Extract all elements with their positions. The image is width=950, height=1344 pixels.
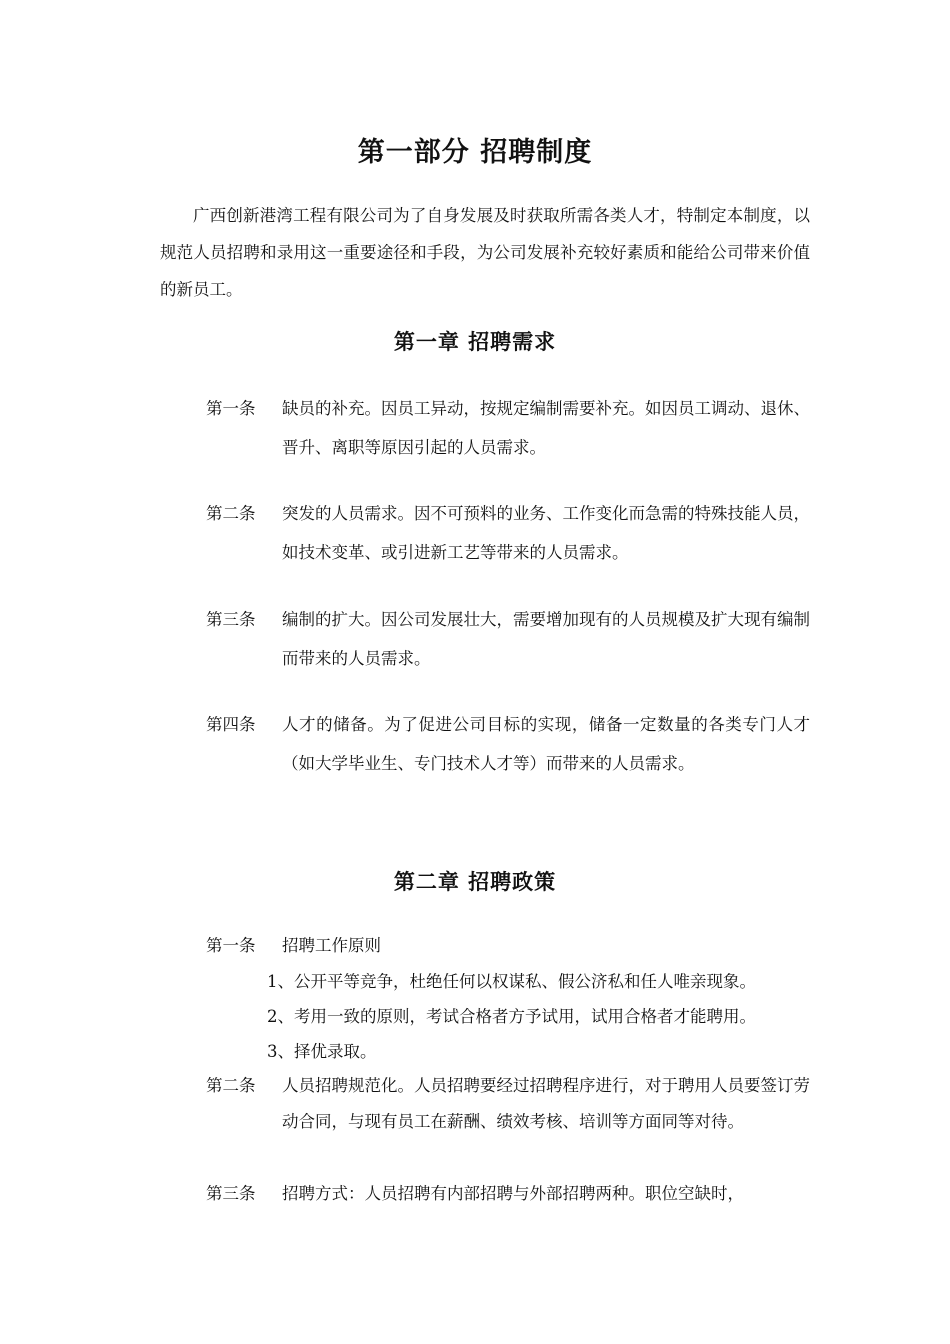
article-text: 突发的人员需求。因不可预料的业务、工作变化而急需的特殊技能人员，如技术变革、或引进新工艺等带来的人员需求。 [282,504,810,562]
article-text: 招聘方式：人员招聘有内部招聘与外部招聘两种。职位空缺时， [282,1184,744,1203]
article-number: 第三条 [206,610,256,629]
chapter-2-article-1 [206,928,810,964]
article-number: 第二条 [206,504,256,523]
chapter-1-article-3 [206,600,810,678]
article-text: 编制的扩大。因公司发展壮大，需要增加现有的人员规模及扩大现有编制而带来的人员需求。 [282,610,810,668]
article-text: 人才的储备。为了促进公司目标的实现，储备一定数量的各类专门人才（如大学毕业生、专门技术人才等）而带来的人员需求。 [282,715,810,773]
article-number: 第一条 [206,936,256,955]
article-number: 第二条 [206,1076,256,1095]
article-text: 缺员的补充。因员工异动，按规定编制需要补充。如因员工调动、退休、晋升、离职等原因引起的人员需求。 [282,399,810,457]
intro-paragraph: 广西创新港湾工程有限公司为了自身发展及时获取所需各类人才，特制定本制度，以规范人员招聘和录用这一重要途径和手段，为公司发展补充较好素质和能给公司带来价值的新员工。 [160,206,810,299]
principle-item-2: 2、考用一致的原则，考试合格者方予试用，试用合格者才能聘用。 [267,1007,756,1026]
part-title: 第一部分 招聘制度 [357,137,593,168]
article-number: 第四条 [206,715,256,734]
principle-item-3: 3、择优录取。 [267,1042,377,1061]
article-text: 人员招聘规范化。人员招聘要经过招聘程序进行，对于聘用人员要签订劳动合同，与现有员工在薪酬、绩效考核、培训等方面同等对待。 [282,1076,810,1131]
article-text: 招聘工作原则 [282,936,381,955]
chapter-2-article-3 [206,1176,810,1212]
chapter-1-title: 第一章 招聘需求 [393,329,557,354]
principle-item-1: 1、公开平等竞争，杜绝任何以权谋私、假公济私和任人唯亲现象。 [267,972,756,991]
chapter-1-article-4 [206,705,810,783]
chapter-2-title: 第二章 招聘政策 [393,869,557,894]
chapter-2-article-2 [206,1068,810,1140]
article-number: 第三条 [206,1184,256,1203]
chapter-1-article-1 [206,389,810,467]
chapter-1-article-2 [206,494,810,572]
article-number: 第一条 [206,399,256,418]
